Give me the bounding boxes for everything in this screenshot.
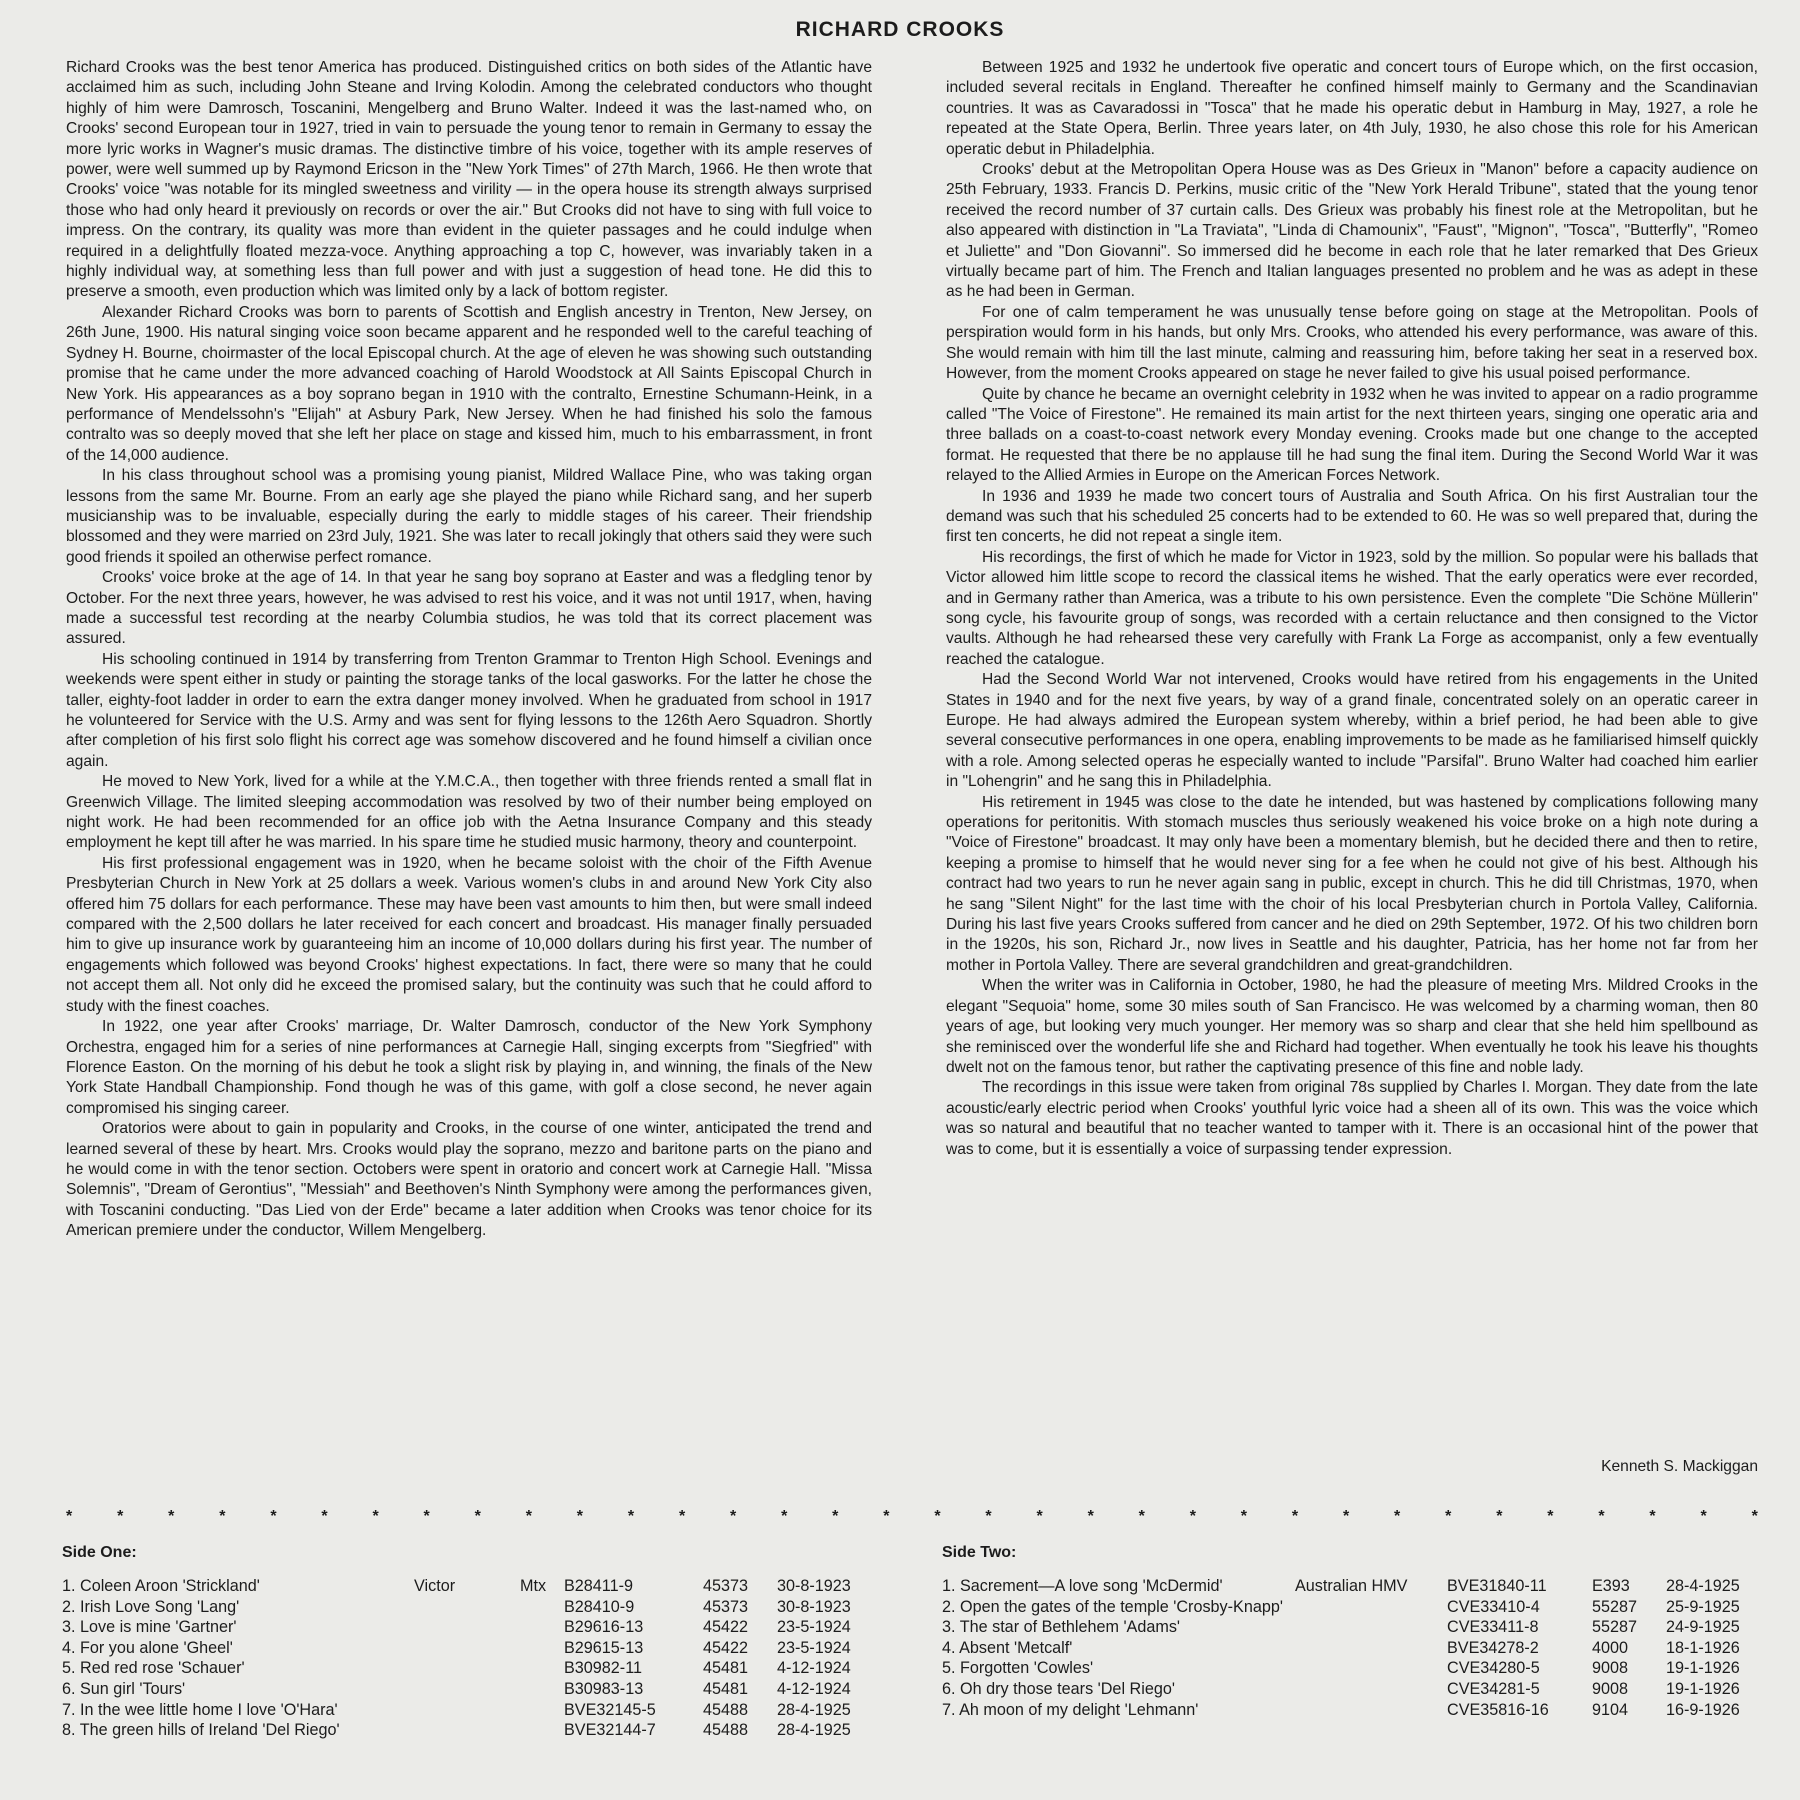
track-title: 2. Open the gates of the temple 'Crosby-Knapp' <box>942 1597 1283 1616</box>
separator-star: * <box>1700 1508 1707 1525</box>
catalogue-number: 45422 <box>703 1618 749 1637</box>
track-row <box>62 1576 882 1597</box>
catalogue-number: E393 <box>1592 1577 1630 1595</box>
track-row <box>62 1638 882 1659</box>
separator-star: * <box>1087 1508 1094 1525</box>
recording-date: 4-12-1924 <box>777 1659 851 1678</box>
page-title: RICHARD CROOKS <box>795 18 1005 41</box>
track-title: 6. Oh dry those tears 'Del Riego' <box>942 1679 1175 1698</box>
paragraph: In his class throughout school was a promising young pianist, Mildred Wallace Pine, who was taking organ lessons from the same Mr. Bourne. From an early age she played the piano while Richard sang, and her superb musicianship was to be invaluable, especially during the early to middle stages of his career. Their friendship blossomed and they were married on 23rd July, 1921. She was later to recall jokingly that others said they were such good friends it spoiled an otherwise perfect romance. <box>66 467 872 566</box>
separator-star: * <box>934 1508 941 1525</box>
paragraph: For one of calm temperament he was unusually tense before going on stage at the Metropolitan. Pools of perspiration would form in his hands, but only Mrs. Crooks, who attended his every performance, was aware of this. She would remain with him till the last minute, calming and reassuring him, before taking her seat in a reserved box. However, from the moment Crooks appeared on stage he never failed to give his usual poised performance. <box>946 303 1758 383</box>
paragraph: Richard Crooks was the best tenor America has produced. Distinguished critics on both sides of the Atlantic have acclaimed him as such, including John Steane and Irving Kolodin. Among the celebrated conductors who thought highly of him were Damrosch, Toscanini, Mengelberg and Bruno Walter. Indeed it was the last-named who, on Crooks' second European tour in 1927, tried in vain to persuade the young tenor to remain in Germany to essay the more lyric works in Wagner's music dramas. The distinctive timbre of his voice, together with its ample reserves of power, were well summed up by Raymond Ericson in the "New York Times" of 27th March, 1966. He then wrote that Crooks' voice "was notable for its mingled sweetness and virility — in the opera house its strength always surprised those who had only heard it previously on records or over the air." But Crooks did not have to sing with full voice to impress. On the contrary, its quality was more than evident in the quieter passages and he could indulge when required in a delightfully floated mezza-voce. Anything approaching a top C, however, was invariably taken in a highly individual way, at something less than full power and with just a suggestion of head tone. He did this to preserve a smooth, even production which was limited only by a lack of bottom register. <box>66 59 872 301</box>
matrix-number: BVE31840-11 <box>1447 1577 1547 1595</box>
matrix-number: CVE34280-5 <box>1447 1659 1540 1678</box>
track-row <box>942 1597 1762 1618</box>
author-signature: Kenneth S. Mackiggan <box>1601 1458 1758 1475</box>
recording-date: 16-9-1926 <box>1666 1700 1740 1719</box>
separator-star: * <box>1649 1508 1656 1525</box>
catalogue-number: 9008 <box>1592 1659 1629 1678</box>
matrix-number: B28411-9 <box>564 1577 634 1595</box>
matrix-number: CVE35816-16 <box>1447 1700 1549 1719</box>
catalogue-number: 9104 <box>1592 1700 1629 1719</box>
paragraph: Had the Second World War not intervened, Crooks would have retired from his engagements in the United States in 1940 and for the next five years, by way of a grand finale, concentrated solely on an operatic career in Europe. He had always admired the European system whereby, within a brief period, he had been able to give several consecutive performances in one opera, enabling improvements to be made as he familiarised himself quickly with a role. Among selected operas he especially wanted to include "Parsifal". Bruno Walter had coached him earlier in "Lohengrin" and he sang this in Philadelphia. <box>946 671 1758 791</box>
paragraph: In 1922, one year after Crooks' marriage, Dr. Walter Damrosch, conductor of the New York Symphony Orchestra, engaged him for a series of nine performances at Carnegie Hall, singing excerpts from "Siegfried" with Florence Easton. On the morning of his debut he took a slight risk by playing in, and winning, the finals of the New York State Handball Championship. Fond though he was of this game, with golf a close second, he never again compromised his singing career. <box>66 1018 872 1117</box>
recording-date: 28-4-1925 <box>777 1700 851 1719</box>
recording-date: 24-9-1925 <box>1666 1618 1740 1637</box>
separator-star: * <box>1189 1508 1196 1525</box>
track-row <box>62 1597 882 1618</box>
record-label: Australian HMV <box>1295 1577 1408 1595</box>
catalogue-number: 45373 <box>703 1577 749 1595</box>
track-row <box>942 1617 1762 1638</box>
separator-star: * <box>321 1508 328 1525</box>
matrix-number: BVE34278-2 <box>1447 1638 1539 1657</box>
record-label: Victor <box>414 1577 456 1595</box>
recording-date: 28-4-1925 <box>1666 1577 1740 1595</box>
star-separator <box>66 1508 1758 1526</box>
recording-date: 30-8-1923 <box>777 1577 851 1595</box>
paragraph: When the writer was in California in October, 1980, he had the pleasure of meeting Mrs. Mildred Crooks in the elegant "Sequoia" home, some 30 miles south of San Francisco. He was welcomed by a charming woman, then 80 years of age, but looking very much younger. Her memory was so sharp and clear that she held him spellbound as she reminisced over the wonderful life she and Richard had together. When eventually he took his leave his thoughts dwelt not on the famous tenor, but rather the captivating presence of this fine and noble lady. <box>946 977 1758 1076</box>
track-title: 5. Forgotten 'Cowles' <box>942 1659 1094 1678</box>
track-title: 7. In the wee little home I love 'O'Hara' <box>62 1700 338 1719</box>
left-column <box>66 58 872 1242</box>
track-title: 7. Ah moon of my delight 'Lehmann' <box>942 1700 1199 1719</box>
matrix-number: BVE32144-7 <box>564 1721 656 1740</box>
track-row <box>942 1700 1762 1721</box>
separator-star: * <box>1496 1508 1503 1525</box>
paragraph: He moved to New York, lived for a while at the Y.M.C.A., then together with three friends rented a small flat in Greenwich Village. The limited sleeping accommodation was resolved by two of their number being employed on night work. He had been recommended for an office job with the Aetna Insurance Company and this steady employment he kept till after he was married. In his spare time he studied music harmony, theory and counterpoint. <box>66 773 872 852</box>
recording-date: 19-1-1926 <box>1666 1659 1740 1678</box>
side-one-tracklist <box>62 1576 882 1741</box>
recording-date: 30-8-1923 <box>777 1597 851 1616</box>
separator-star: * <box>1598 1508 1605 1525</box>
matrix-number: B28410-9 <box>564 1597 635 1616</box>
track-row <box>942 1576 1762 1597</box>
separator-star: * <box>117 1508 124 1525</box>
matrix-number: CVE33410-4 <box>1447 1597 1540 1616</box>
matrix-number: BVE32145-5 <box>564 1700 656 1719</box>
paragraph: Crooks' debut at the Metropolitan Opera House was as Des Grieux in "Manon" before a capacity audience on 25th February, 1933. Francis D. Perkins, music critic of the "New York Herald Tribune", stated that the young tenor received the record number of 37 curtain calls. Des Grieux was probably his finest role at the Metropolitan, but he also appeared with distinction in "La Traviata", "Linda di Chamounix", "Faust", "Mignon", "Tosca", "Butterfly", "Romeo et Juliette" and "Don Giovanni". So immersed did he become in each role that he later remarked that Des Grieux virtually became part of him. The French and Italian languages presented no problem and he was as adept in these as he had been in German. <box>946 161 1758 301</box>
paragraph: In 1936 and 1939 he made two concert tours of Australia and South Africa. On his first Australian tour the demand was such that his scheduled 25 concerts had to be extended to 60. He was so well prepared that, during the first ten concerts, he did not repeat a single item. <box>946 487 1758 546</box>
catalogue-number: 45488 <box>703 1721 749 1740</box>
matrix-number: CVE33411-8 <box>1447 1618 1539 1637</box>
matrix-header: Mtx <box>520 1577 547 1595</box>
track-row <box>942 1638 1762 1659</box>
paragraph: Between 1925 and 1932 he undertook five operatic and concert tours of Europe which, on the first occasion, included several recitals in England. Thereafter he confined himself mainly to Germany and the Scandinavian countries. It was as Cavaradossi in "Tosca" that he made his operatic debut in Hamburg in May, 1927, a role he repeated at the State Opera, Berlin. Three years later, on 4th July, 1930, he also chose this role for his American operatic debut in Philadelphia. <box>946 59 1758 158</box>
matrix-number: CVE34281-5 <box>1447 1679 1540 1698</box>
separator-star: * <box>1291 1508 1299 1525</box>
separator-star: * <box>730 1508 737 1525</box>
paragraph: Alexander Richard Crooks was born to parents of Scottish and English ancestry in Trenton, New Jersey, on 26th June, 1900. His natural singing voice soon became apparent and he responded well to the careful teaching of Sydney H. Bourne, choirmaster of the local Episcopal church. At the age of eleven he was showing such outstanding promise that he came under the more advanced coaching of Harold Woodstock at All Saints Episcopal Church in New York. His appearances as a boy soprano began in 1910 with the contralto, Ernestine Schumann-Heink, in a performance of Mendelssohn's "Elijah" at Asbury Park, New Jersey. When he had finished his solo the famous contralto was so deeply moved that she left her place on stage and kissed him, much to his embarrassment, in front of the 14,000 audience. <box>66 303 872 464</box>
catalogue-number: 4000 <box>1592 1638 1629 1657</box>
recording-date: 28-4-1925 <box>777 1721 851 1740</box>
track-title: 4. Absent 'Metcalf' <box>942 1638 1073 1657</box>
separator-star: * <box>1445 1508 1452 1525</box>
track-row <box>942 1679 1762 1700</box>
recording-date: 25-9-1925 <box>1666 1597 1740 1616</box>
paragraph: The recordings in this issue were taken from original 78s supplied by Charles I. Morgan. They date from the late acoustic/early electric period when Crooks' youthful lyric voice had a sheen all of its own. This was the voice which was so natural and beautiful that no teacher wanted to tamper with it. There is an occasional hint of the power that was to come, but it is essentially a voice of surpassing tender expression. <box>946 1079 1758 1158</box>
track-row <box>62 1617 882 1638</box>
catalogue-number: 45481 <box>703 1659 749 1678</box>
catalogue-number: 45481 <box>703 1679 749 1698</box>
track-row <box>942 1658 1762 1679</box>
catalogue-number: 45373 <box>703 1597 749 1616</box>
track-title: 3. The star of Bethlehem 'Adams' <box>942 1618 1181 1637</box>
recording-date: 19-1-1926 <box>1666 1679 1740 1698</box>
matrix-number: B30982-11 <box>564 1659 643 1678</box>
separator-star: * <box>168 1508 175 1525</box>
catalogue-number: 55287 <box>1592 1618 1638 1637</box>
recording-date: 4-12-1924 <box>777 1679 851 1698</box>
separator-star: * <box>1751 1508 1758 1525</box>
separator-star: * <box>474 1508 481 1525</box>
track-row <box>62 1658 882 1679</box>
separator-star: * <box>1394 1508 1401 1525</box>
catalogue-number: 9008 <box>1592 1679 1629 1698</box>
track-title: 1. Sacrement—A love song 'McDermid' <box>942 1577 1223 1595</box>
separator-star: * <box>525 1508 532 1525</box>
separator-star: * <box>781 1508 788 1525</box>
separator-star: * <box>627 1508 635 1525</box>
paragraph: His first professional engagement was in 1920, when he became soloist with the choir of the Fifth Avenue Presbyterian Church in New York at 25 dollars a week. Various women's clubs in and around New York City also offered him 75 dollars for each performance. These may have been vast amounts to him then, but were small indeed compared with the 2,500 dollars he later received for each concert and broadcast. His manager finally persuaded him to give up insurance work by guaranteeing him an income of 10,000 dollars during his first year. The number of engagements which followed was beyond Crooks' highest expectations. In fact, there were so many that he could not accept them all. Not only did he exceed the promised salary, but the continuity was such that he could afford to study with the finest coaches. <box>66 854 872 1015</box>
separator-star: * <box>1240 1508 1248 1525</box>
separator-star: * <box>1138 1508 1145 1525</box>
matrix-number: B30983-13 <box>564 1679 644 1698</box>
paragraph: Quite by chance he became an overnight celebrity in 1932 when he was invited to appear on a radio programme called "The Voice of Firestone". He remained its main artist for the next thirteen years, singing one operatic aria and three ballads on a coast-to-coast network every Monday evening. Crooks made but one change to the accepted format. He requested that there be no applause till he had sung the final item. During the Second World War it was relayed to the Allied Armies in Europe on the American Forces Network. <box>946 385 1758 485</box>
paragraph: His schooling continued in 1914 by transferring from Trenton Grammar to Trenton High School. Evenings and weekends were spent either in study or painting the storage tanks of the local gasworks. For the latter he chose the taller, eighty-foot ladder in order to earn the extra danger money involved. When he graduated from school in 1917 he volunteered for Service with the U.S. Army and was sent for flying lessons to the 126th Aero Squadron. Shortly after completion of his first solo flight his correct age was somehow discovered and he found himself a civilian once again. <box>66 650 872 770</box>
track-row <box>62 1700 882 1721</box>
separator-star: * <box>832 1508 839 1525</box>
recording-date: 18-1-1926 <box>1666 1638 1740 1657</box>
track-title: 2. Irish Love Song 'Lang' <box>62 1597 240 1616</box>
separator-star: * <box>678 1508 686 1525</box>
separator-star: * <box>1036 1508 1043 1525</box>
matrix-number: B29615-13 <box>564 1638 644 1657</box>
separator-star: * <box>372 1508 379 1525</box>
track-title: 4. For you alone 'Gheel' <box>62 1638 233 1657</box>
matrix-number: B29616-13 <box>564 1618 644 1637</box>
separator-star: * <box>1342 1508 1350 1525</box>
side-two-heading: Side Two: <box>942 1544 1017 1561</box>
track-row <box>62 1679 882 1700</box>
track-title: 1. Coleen Aroon 'Strickland' <box>62 1577 260 1595</box>
catalogue-number: 45422 <box>703 1638 749 1657</box>
separator-star: * <box>883 1508 890 1525</box>
catalogue-number: 55287 <box>1592 1597 1638 1616</box>
paragraph: His recordings, the first of which he made for Victor in 1923, sold by the million. So popular were his ballads that Victor allowed him little scope to record the classical items he wished. That the early operatics were ever recorded, and in Germany rather than America, was a tribute to his own persistence. Even the complete "Die Schöne Müllerin" song cycle, his favourite group of songs, was recorded with a certain reluctance and then consigned to the Victor vaults. Although he had rehearsed these very carefully with Frank La Forge as accompanist, only a few eventually reached the catalogue. <box>946 548 1758 668</box>
paragraph: Crooks' voice broke at the age of 14. In that year he sang boy soprano at Easter and was a fledgling tenor by October. For the next three years, however, he was advised to rest his voice, and it was not until 1917, when, having made a successful test recording at the nearby Columbia studios, he was told that its correct placement was assured. <box>66 569 872 648</box>
side-two-tracklist <box>942 1576 1762 1720</box>
track-title: 3. Love is mine 'Gartner' <box>62 1618 237 1637</box>
track-row <box>62 1720 882 1741</box>
separator-star: * <box>270 1508 277 1525</box>
side-one-heading: Side One: <box>62 1544 137 1561</box>
separator-star: * <box>985 1508 992 1525</box>
track-title: 6. Sun girl 'Tours' <box>62 1679 186 1698</box>
track-title: 8. The green hills of Ireland 'Del Riego' <box>62 1721 340 1740</box>
catalogue-number: 45488 <box>703 1700 749 1719</box>
paragraph: His retirement in 1945 was close to the date he intended, but was hastened by complications following many operations for peritonitis. With stomach muscles thus seriously weakened his voice broke on a high note during a "Voice of Firestone" broadcast. It may only have been a momentary blemish, but he decided there and then to retire, keeping a promise to himself that he would never sing for a fee when he could not give of his best. Although his contract had two years to run he never again sang in public, except in church. This he did till Christmas, 1970, when he sang "Silent Night" for the last time with the choir of his local Presbyterian church in Portola Valley, California. During his last five years Crooks suffered from cancer and he died on 29th September, 1972. Of his two children born in the 1920s, his son, Richard Jr., now lives in Seattle and his daughter, Patricia, has her home not far from her mother in Portola Valley. There are several grandchildren and great-grandchildren. <box>946 793 1758 974</box>
track-title: 5. Red red rose 'Schauer' <box>62 1659 245 1678</box>
recording-date: 23-5-1924 <box>777 1618 851 1637</box>
right-column <box>946 58 1758 1160</box>
paragraph: Oratorios were about to gain in popularity and Crooks, in the course of one winter, anticipated the trend and learned several of these by heart. Mrs. Crooks would play the soprano, mezzo and baritone parts on the piano and he would come in with the tenor section. Octobers were spent in oratorio and concert work at Carnegie Hall. "Missa Solemnis", "Dream of Gerontius", "Messiah" and Beethoven's Ninth Symphony were among the performances given, with Toscanini conducting. "Das Lied von der Erde" became a later addition when Crooks was tenor choice for its American premiere under the conductor, Willem Mengelberg. <box>66 1120 872 1240</box>
recording-date: 23-5-1924 <box>777 1638 851 1657</box>
separator-star: * <box>576 1508 584 1525</box>
separator-star: * <box>1547 1508 1554 1525</box>
separator-star: * <box>66 1508 73 1525</box>
separator-star: * <box>423 1508 430 1525</box>
separator-star: * <box>219 1508 226 1525</box>
